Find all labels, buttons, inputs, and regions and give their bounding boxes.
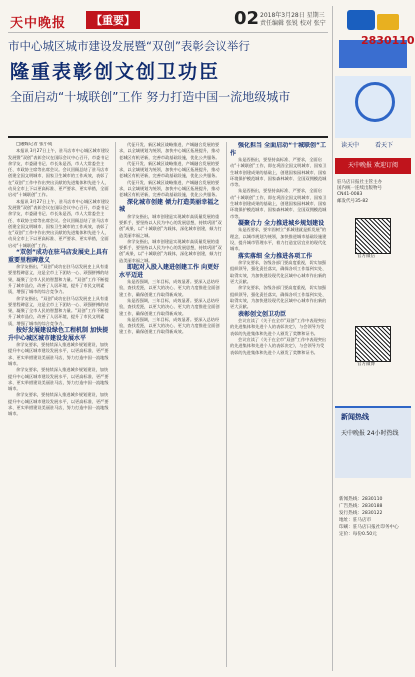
paragraph: 代征开发、新区城区战略推进，产城融合发展的要求，以全域规划为统领，加快中心城区拓展提升，推动老城区有机更新，完善市政基础设施，优化公共服务。 [119,160,220,179]
contact-line: 新闻热线：2830110 [339,497,383,502]
emblem-circle-icon [355,82,395,122]
dateline [260,12,332,28]
paragraph: 余学友指出，城市创建是实现城市高质量发展的重要抓手，要坚持以人民为中心的发展思想，持续巩固“双创”成果，以“十城联创”为载体，深化城市创建，倾力打造美丽幸福之城。 [119,238,222,263]
editor-text: 责任编辑 张锐 校对 张宁 [260,20,326,27]
contact-line: 地址：驻马店市 [339,518,372,523]
section-tag: 【重要】 [86,11,140,29]
paragraph: 朱是西要求，要牢固树立“抓城建就是抓发展”的理念，以城市规划为统领，加快推进城市基础设施建设，提升城市管理水平，着力打造宜居宜业的现代化城市。 [230,227,327,252]
section-subheading: 表彰创文创卫功臣 [238,310,287,318]
article-column-2 [119,142,223,667]
masthead [8,6,328,33]
paragraph: 朱是西强调，三年目标，成效显著。要深入总结经验，查找差距，以更大的决心、更大的力度推进全面创建工作，确保创建工作取得新成效。 [119,279,220,297]
paragraph: 本报讯 3月27日上午，驻马店市中心城区城市建设发展暨“双创”表彰会议在国际会议中心召开，市委书记余学友，市委副书记、市长朱是西，市人大常委会主任、市政协主席等出席会议。会议回顾总结了驻马店市创建全国文明城市、国家卫生城市的工作成效，表彰了在“双创”工作中作出突出贡献的先进集体和先进个人，动员全市上下以更高标准、更严要求、更实举措，全面启动“十城联创”工作。 [8,198,110,248]
ad-text: 天中晚报 24小时热线 [341,430,399,437]
section-subheading: 凝聚合力 全力推进城乡规划建设 [238,219,325,227]
paragraph: 会议宣读了《关于在全市“双创”工作中表现突出的先进集体和先进个人的表彰决定》，与会领导为受表彰的先进集体和先进个人颁发了奖牌和证书。 [230,336,327,355]
newspaper-logo: 天中晚报 [10,16,67,31]
paragraph: 朱是西强调，三年目标，成效显著。要深入总结经验，查找差距，以更大的决心、更大的力度推进全面创建工作，确保创建工作取得新成效。 [119,316,220,335]
paragraph: 余学友要求，要持续深入推进城乡规划建设，加快提升中心城区城市建设发展水平，以更高标准、更严要求、更实举措建设美丽驻马店，努力打造中国一流地级城市。 [8,392,109,417]
paragraph: 代征开发、新区城区战略推进，产城融合发展的要求，以全域规划为统领，加快中心城区拓展提升，推动老城区有机更新，完善市政基础设施，优化公共服务。 [119,179,220,198]
paragraph: 余学友要求，各级各部门要高度重视，切实加强组织领导，强化责任落实，确保各项工作落到实处、取得实效，为加快建设现代化区域中心城市作出新的更大贡献。 [230,260,327,285]
paragraph: 代征开发、新区城区战略推进，产城融合发展的要求，以全域规划为统领，加快中心城区拓展提升，推动老城区有机更新，完善市政基础设施，优化公共服务。 [119,142,220,160]
subscribe-badge [347,10,375,30]
paragraph: 余学友指出，“双创”成功在驻马店发展史上具有重要里程碑意义，这是全市上下团结一心、顽强拼搏的结果，凝聚了全市人民的智慧和力量。“双创”工作不断提升了城市品位，改善了人居环境，提升了市民文明素质，增强了城市的综合竞争力。 [8,295,109,326]
publisher-info [337,180,411,205]
section-subheading: 落实落细 全力推进各项工作 [238,252,313,260]
section-subheading: 深化城市创建 倾力打造美丽幸福之城 [119,198,220,214]
wechat-qr-code [355,218,391,254]
paragraph: 余学友要求，各级各部门要高度重视，切实加强组织领导，强化责任落实，确保各项工作落到实处、取得实效，为加快建设现代化区域中心城市作出新的更大贡献。 [230,285,327,310]
paragraph: 朱是西指出，要坚持高标准、严要求，全面启动“十城联创”工作，即在巩固全国文明城市、国家卫生城市创建成果的基础上，创建国家园林城市、国家环境保护模范城市、国家森林城市、全国双拥模范城市等。 [230,157,327,188]
date-text: 2018年3月28日 星期三 [260,12,325,19]
slogan-read: 读天中 [341,142,360,149]
qr-label: 官方微博 [357,362,375,367]
headline-subtitle: 全面启动“十城联创”工作 努力打造中国一流地级城市 [10,90,291,104]
paragraph: 本报讯 3月27日上午，驻马店市中心城区城市建设发展暨“双创”表彰会议在国际会议中心召开，市委书记余学友，市委副书记、市长朱是西，市人大常委会主任、市政协主席等出席会议。会议回顾总结了驻马店市创建全国文明城市、国家卫生城市的工作成效，表彰了在“双创”工作中作出突出贡献的先进集体和先进个人，动员全市上下以更高标准、更严要求、更实举措，全面启动“十城联创”工作。 [8,148,110,198]
newspaper-emblem [335,76,411,138]
headline-kicker: 市中心城区城市建设发展暨“双创”表彰会议举行 [8,39,250,53]
section-subheading: 即起对入股入建进创建工作 向更好水平迈进 [119,264,220,279]
info-line: 国内统一连续出版物号 [337,186,382,192]
byline: □融媒记者 张小成 [16,142,53,147]
section-subheading: 按好发展建设绿色工程机制 加快提升中心城区城市建设发展水平 [8,327,109,342]
column-divider [115,142,116,667]
hotline-number: 2830110 [361,34,415,47]
main-headline: 隆重表彰创文创卫功臣 [10,61,221,83]
paragraph: 朱是西强调，三年目标，成效显著。要深入总结经验，查找差距，以更大的决心、更大的力度推进全面创建工作，确保创建工作取得新成效。 [119,297,220,316]
paragraph: 余学友要求，要持续深入推进城乡规划建设，加快提升中心城区城市建设发展水平，以更高标准、更严要求、更实举措建设美丽驻马店，努力打造中国一流地级城市。 [8,342,109,366]
info-line: 邮发代号35-82 [337,198,369,204]
slogan-see: 看天下 [375,142,394,149]
contact-line: 广告热线：2830188 [339,504,383,509]
qr-label: 官方微信 [357,254,375,259]
paragraph: 余学友指出，城市创建是实现城市高质量发展的重要抓手，要坚持以人民为中心的发展思想，持续巩固“双创”成果，以“十城联创”为载体，深化城市创建，倾力打造美丽幸福之城。 [119,213,222,238]
page-number: 02 [234,8,260,29]
ad-title: 新闻热线 [341,413,369,421]
weibo-qr-code [355,326,391,362]
article-column-3 [230,142,328,667]
paragraph: 朱是西指出，要坚持高标准、严要求，全面启动“十城联创”工作，即在巩固全国文明城市、国家卫生城市创建成果的基础上，创建国家园林城市、国家环境保护模范城市、国家森林城市、全国双拥模范城市等。 [230,188,327,219]
contact-line: 发行热线：2830122 [339,511,383,516]
article-column-1 [8,142,112,667]
advertisement-box [335,406,411,478]
contact-info [339,496,409,538]
contact-line: 印刷：驻马店日报社印务中心 [339,525,399,530]
contact-line: 定价：每份0.50元 [339,532,377,537]
info-line: CN41-0083 [337,192,363,198]
right-sidebar [332,6,413,671]
paragraph: 余学友要求，要持续深入推进城乡规划建设，加快提升中心城区城市建设发展水平，以更高标准、更严要求、更实举措建设美丽驻马店，努力打造中国一流地级城市。 [8,367,109,392]
headline-block [8,36,328,138]
subscribe-bar: 天中晚报 欢迎订阅 [335,158,411,174]
info-line: 驻马店日报社主管主办 [337,180,382,185]
section-subheading: “双创”成功在驻马店发展史上具有重要里程碑意义 [8,249,108,264]
promo-badge [377,14,399,30]
paragraph: 余学友指出，“双创”成功在驻马店发展史上具有重要里程碑意义，这是全市上下团结一心、顽强拼搏的结果，凝聚了全市人民的智慧和力量。“双创”工作不断提升了城市品位，改善了人居环境，提升了市民文明素质，增强了城市的综合竞争力。 [8,264,109,295]
column-divider [226,142,227,667]
paragraph: 会议宣读了《关于在全市“双创”工作中表现突出的先进集体和先进个人的表彰决定》，与会领导为受表彰的先进集体和先进个人颁发了奖牌和证书。 [230,318,327,336]
section-subheading: 强化担当 全面启动“十城联创”工作 [230,142,326,157]
